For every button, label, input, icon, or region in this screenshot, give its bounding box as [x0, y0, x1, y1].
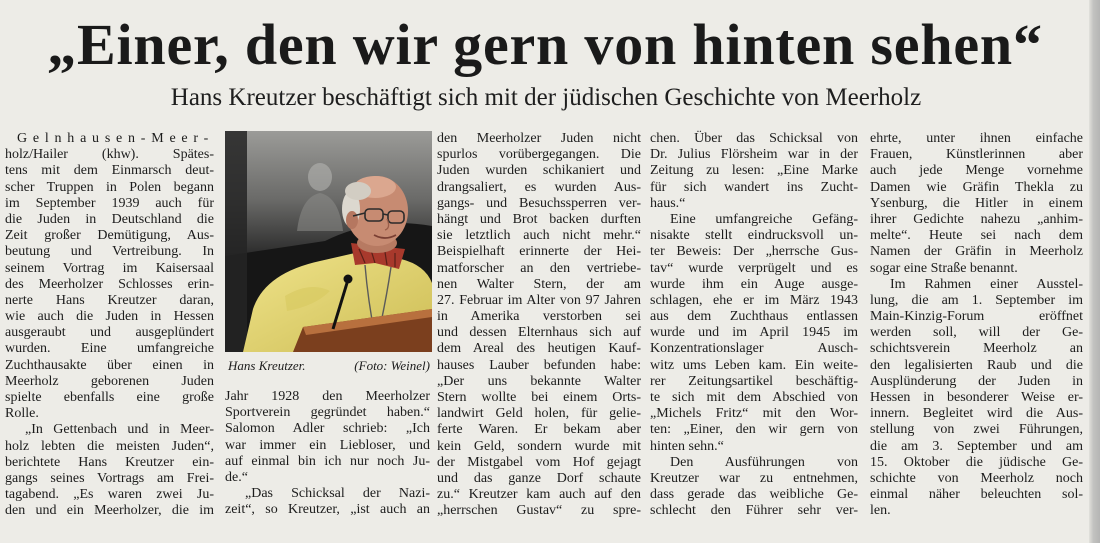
article-line: Jahr 1928 den Meerholzer [225, 389, 430, 404]
headline: „Einer, den wir gern von hinten sehen“ [47, 12, 1043, 77]
article-line: seinem Vortrag im Kaisersaal [5, 260, 214, 276]
article-line: den Meerholzer Juden nicht [437, 131, 641, 146]
article-line: schlecht den Führer sehr ver- [650, 503, 858, 519]
article-line: auch jede Menge vornehme [870, 163, 1083, 179]
article-paragraph [5, 131, 214, 422]
article-line: ferte Waren. Er bekam aber [437, 422, 641, 438]
article-line: Rolle. [5, 406, 39, 422]
article-line: berichtete Hans Kreutzer ein- [5, 454, 214, 470]
article-line: ten: „Einer, den wir gern von [650, 422, 858, 438]
article-line: Beispielhaft erinnerte der Hei- [437, 244, 641, 260]
article-line: Den Ausführungen von [670, 454, 858, 470]
article-line: „Das Schicksal der Nazi- [245, 486, 430, 502]
article-line: len. [870, 503, 891, 519]
article-line: nerte Hans Kreutzer daran, [5, 292, 214, 308]
article-line: spurlos vorübergegangen. Die [437, 147, 641, 163]
article-line: die Juden in Deutschland die [5, 211, 214, 227]
article-paragraph [870, 131, 1083, 277]
dateline: Gelnhausen-Meer- [17, 131, 214, 146]
article-paragraph [870, 277, 1083, 520]
article-paragraph [650, 455, 858, 520]
photo-caption-row [228, 357, 430, 375]
article-line: ehrte, unter ihnen einfache [870, 131, 1083, 146]
article-line: stellung von zwei Führungen, [870, 422, 1083, 438]
speaker-ear [346, 211, 358, 229]
article-line: die am 3. September und am [870, 438, 1083, 454]
article-line: Main-Kinzig-Forum eröffnet [870, 309, 1083, 325]
article-line: sie letztlich auch nicht mehr.“ [437, 228, 641, 244]
article-line: spielte ebenfalls eine große [5, 390, 214, 405]
article-line: Stern wollte bei einem Orts- [437, 390, 641, 405]
photo-caption: Hans Kreutzer. [228, 358, 306, 373]
article-line: witz ums Leben kam. Ein weite- [650, 357, 858, 373]
article-line: einmal näher beleuchten sol- [870, 487, 1083, 503]
article-line: ausgeraubt und ausgeplündert [5, 325, 214, 341]
article-line: Zuchthausakte über einen in [5, 357, 214, 373]
article-line: im September 1939 auch für [5, 195, 214, 211]
screen-side-shadow [225, 131, 247, 352]
article-line: de.“ [225, 469, 248, 485]
article-line: tav“ wurde verprügelt und es [650, 260, 858, 276]
article-column-2 [225, 389, 430, 519]
article-line: werden soll, will der Ge- [870, 325, 1083, 341]
article-line: schichte von Meerholz noch [870, 470, 1083, 486]
article-paragraph [225, 486, 430, 518]
article-line: hinten sehn.“ [650, 438, 724, 454]
article-line: melte“. Heute sei nach dem [870, 228, 1083, 244]
article-line: zu.“ Kreutzer kam auch auf den [437, 487, 641, 503]
article-line: Frauen, Künstlerinnen aber [870, 147, 1083, 163]
article-line: holz lebten die meisten Juden“, [5, 438, 214, 454]
article-paragraph [225, 389, 430, 486]
article-line: den legalisierten Raub und die [870, 357, 1083, 373]
article-line: Juden wurden schikaniert und [437, 163, 641, 179]
article-line: Hessen in besonderer Weise er- [870, 390, 1083, 405]
article-line: schichtsverein Meerholz an [870, 341, 1083, 357]
article-line: scher Truppen in Polen begann [5, 179, 214, 195]
article-line: beutung und Vertreibung. In [5, 244, 214, 260]
article-line: hauses Lauber befunden habe: [437, 357, 641, 373]
photo-figure [225, 131, 432, 352]
article-line: Dr. Julius Flörsheim war in der [650, 147, 858, 163]
article-line: wurden. Eine umfangreiche [5, 341, 214, 357]
article-line: und das ganze Dorf schaute [437, 470, 641, 486]
article-line: Eine umfangreiche Gefäng- [670, 211, 858, 227]
article-line: nisakte stellt eindrucksvoll un- [650, 228, 858, 244]
article-line: tens mit dem Einmarsch deut- [5, 163, 214, 179]
article-line: der Mistgabel vom Hof gejagt [437, 454, 641, 470]
article-line: Zeitung zu lesen: „Eine Marke [650, 163, 858, 179]
scan-paper-edge [1089, 0, 1100, 543]
article-line: Ysenburg, die Hitler in einem [870, 195, 1083, 211]
article-line: „Der uns bekannte Walter [437, 373, 641, 389]
article-line: Im Rahmen einer Ausstel- [890, 276, 1083, 292]
article-line: nen Walter Stern, der am [437, 276, 641, 292]
article-line: dem Areal des heutigen Kauf- [437, 341, 641, 357]
article-line: rer Zeitungsartikel beschäftig- [650, 373, 858, 389]
article-column-5 [870, 131, 1083, 520]
article-line: in Amerika verstorben sei [437, 309, 641, 325]
article-line: Kreutzer war zu entnehmen, [650, 470, 858, 486]
article-line: „In Gettenbach und in Meer- [25, 422, 214, 438]
article-paragraph [650, 131, 858, 212]
article-line: lung, die am 1. September im [870, 292, 1083, 308]
article-line: Sportverein gegründet haben.“ [225, 405, 430, 421]
article-line: kein Geld, sondern wurde mit [437, 438, 641, 454]
article-paragraph [5, 422, 214, 519]
article-line: tagabend. „Es waren zwei Ju- [5, 487, 214, 503]
article-line: und dessen Elternhaus sich auf [437, 325, 641, 341]
article-line: Salomon Adler schrieb: „Ich [225, 421, 430, 437]
article-line: Meerholz geborenen Juden [5, 373, 214, 389]
article-line: Konzentrationslager Ausch- [650, 341, 858, 357]
article-line: hängt und Brot backen durften [437, 211, 641, 227]
article-line: ihrer Gedichte nahezu „anhim- [870, 211, 1083, 227]
article-line: landwirt Geld holen, für gelie- [437, 406, 641, 422]
article-line: innern. Begleitet wird die Aus- [870, 406, 1083, 422]
article-line: „herrschen Gustav“ zu spre- [437, 503, 641, 519]
article-column-1 [5, 131, 214, 520]
article-line: gangs- und Besuchssperren ver- [437, 195, 641, 211]
article-line: „Michels Fritz“ mit den Wor- [650, 406, 858, 422]
article-line: wurde ihm ein Auge ausge- [650, 276, 858, 292]
article-line: matforscher an den vertriebe- [437, 260, 641, 276]
article-line: holz/Hailer (khw). Spätes- [5, 147, 214, 163]
article-line: te sich mit dem Abschied von [650, 390, 858, 405]
article-column-4 [650, 131, 858, 520]
article-column-3 [437, 131, 641, 520]
article-line: wie auch die Juden in Hessen [5, 309, 214, 325]
article-line: Ausplünderung der Juden in [870, 373, 1083, 389]
article-line: sogar eine Straße benannt. [870, 260, 1018, 276]
article-line: schlagen, ehe er im März 1943 [650, 292, 858, 308]
article-line: des Meerholzer Schlosses erin- [5, 276, 214, 292]
article-line: haus.“ [650, 195, 686, 211]
article-line: 27. Februar im Alter von 97 Jahren [437, 292, 641, 308]
article-line: zeit“, so Kreutzer, „ist auch an [225, 502, 430, 518]
article-line: gangs seines Vortrags am Frei- [5, 470, 214, 486]
article-line: ter Beweis: Der „herrsche Gus- [650, 244, 858, 260]
speaker-photo [225, 131, 432, 352]
article-line: 15. Oktober die jüdische Ge- [870, 454, 1083, 470]
article-line: den und ein Meerholzer, die im [5, 503, 214, 519]
article-line: für sich wandert ins Zucht- [650, 179, 858, 195]
article-paragraph [437, 131, 641, 520]
article-line: wurde und im April 1945 im [650, 325, 858, 341]
article-paragraph [650, 212, 858, 455]
article-line: Namen der Gräfin in Meerholz [870, 244, 1083, 260]
speaker-hair-back [345, 182, 371, 200]
article-line: war immer ein Liebloser, und [225, 437, 430, 453]
subheadline: Hans Kreutzer beschäftigt sich mit der jüdischen Geschichte von Meerholz [170, 84, 922, 111]
photo-credit: (Foto: Weinel) [354, 358, 430, 373]
article-line: drangsaliert, es wurden Aus- [437, 179, 641, 195]
article-line: chen. Über das Schicksal von [650, 131, 858, 146]
article-line: Zeit großer Demütigung, Aus- [5, 228, 214, 244]
article-line: aus dem Zuchthaus entlassen [650, 309, 858, 325]
article-line: dass gerade das weibliche Ge- [650, 487, 858, 503]
article-line: auf einmal bin ich nur noch Ju- [225, 453, 430, 469]
article-line: Damen wie Gräfin Thekla zu [870, 179, 1083, 195]
